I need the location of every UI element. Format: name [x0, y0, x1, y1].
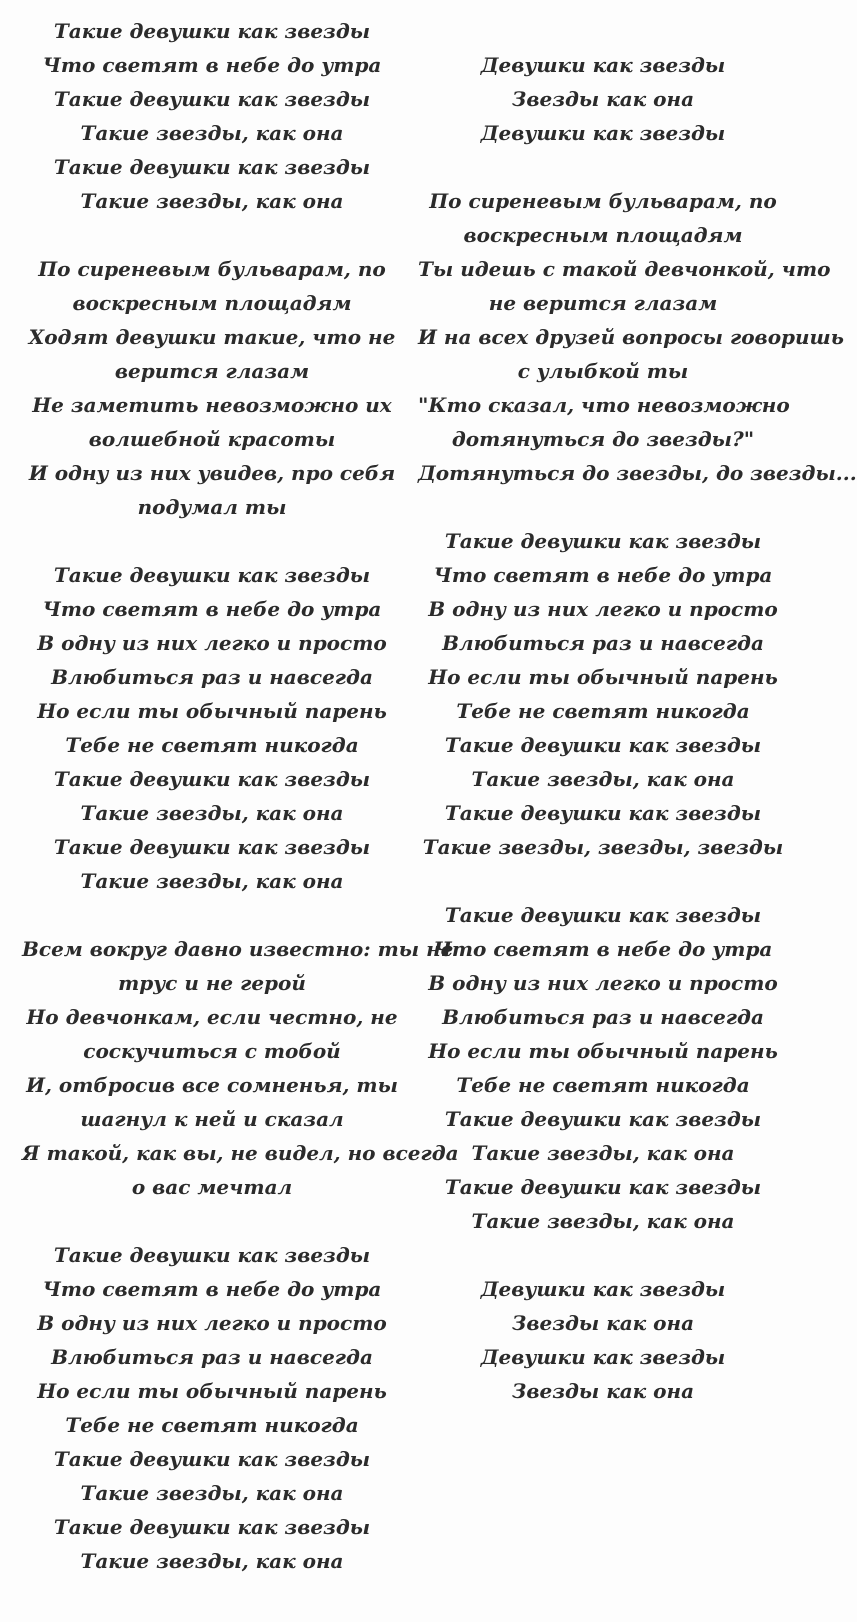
lyrics-stanza [22, 14, 402, 218]
lyrics-line: В одну из них легко и просто [428, 597, 778, 621]
lyrics-left-column [22, 14, 459, 1578]
lyrics-line: Влюбиться раз и навсегда [51, 1345, 373, 1369]
lyrics-line: Всем вокруг давно известно: ты не [22, 937, 454, 961]
lyrics-line: И одну из них увидев, про себя [28, 461, 396, 485]
lyrics-line: Такие девушки как звезды [444, 1175, 762, 1199]
lyrics-stanza [22, 558, 402, 898]
lyrics-stanza [418, 48, 788, 150]
lyrics-line: Такие звезды, звезды, звезды [422, 835, 784, 859]
lyrics-line: верится глазам [114, 359, 310, 383]
lyrics-line: Такие девушки как звезды [444, 529, 762, 553]
lyrics-line: Такие звезды, как она [471, 1141, 735, 1165]
lyrics-line: Звезды как она [511, 1379, 695, 1403]
lyrics-stanza [22, 1238, 402, 1578]
lyrics-line: Влюбиться раз и навсегда [442, 631, 764, 655]
lyrics-line: Девушки как звезды [480, 53, 726, 77]
lyrics-line: Такие девушки как звезды [444, 733, 762, 757]
lyrics-line: Такие девушки как звезды [444, 801, 762, 825]
lyrics-line: Но если ты обычный парень [37, 1379, 387, 1403]
lyrics-line: Что светят в небе до утра [433, 937, 773, 961]
lyrics-line: И на всех друзей вопросы говоришь [418, 325, 844, 349]
lyrics-line: воскресным площадям [72, 291, 352, 315]
lyrics-line: Такие девушки как звезды [53, 1447, 371, 1471]
lyrics-line: В одну из них легко и просто [428, 971, 778, 995]
lyrics-line: Такие звезды, как она [471, 767, 735, 791]
column-spacer [418, 14, 788, 48]
lyrics-stanza [418, 524, 788, 864]
lyrics-line: Такие звезды, как она [80, 1549, 344, 1573]
lyrics-line: Такие звезды, как она [80, 801, 344, 825]
lyrics-line: Я такой, как вы, не видел, но всегда [22, 1141, 459, 1165]
lyrics-line: Звезды как она [511, 87, 695, 111]
lyrics-line: Такие девушки как звезды [53, 87, 371, 111]
lyrics-line: Что светят в небе до утра [42, 597, 382, 621]
lyrics-stanza [22, 252, 402, 524]
lyrics-right-column [418, 14, 857, 1408]
lyrics-line: Такие девушки как звезды [444, 903, 762, 927]
lyrics-line: Влюбиться раз и навсегда [51, 665, 373, 689]
lyrics-line: дотянуться до звезды?" [451, 427, 755, 451]
lyrics-stanza [418, 898, 788, 1238]
lyrics-line: Звезды как она [511, 1311, 695, 1335]
lyrics-line: шагнул к ней и сказал [80, 1107, 344, 1131]
lyrics-line: Что светят в небе до утра [42, 1277, 382, 1301]
lyrics-line: воскресным площадям [463, 223, 743, 247]
lyrics-line: Что светят в небе до утра [433, 563, 773, 587]
lyrics-stanza [418, 1272, 788, 1408]
lyrics-line: Но если ты обычный парень [37, 699, 387, 723]
lyrics-line: Такие девушки как звезды [53, 835, 371, 859]
lyrics-line: Такие звезды, как она [80, 869, 344, 893]
lyrics-line: Такие девушки как звезды [53, 1515, 371, 1539]
lyrics-line: Дотянуться до звезды, до звезды... [418, 461, 857, 485]
lyrics-line: Такие звезды, как она [471, 1209, 735, 1233]
lyrics-line: И, отбросив все сомненья, ты [26, 1073, 398, 1097]
lyrics-line: Ходят девушки такие, что не [28, 325, 396, 349]
lyrics-line: Девушки как звезды [480, 1345, 726, 1369]
lyrics-line: Такие девушки как звезды [53, 19, 371, 43]
lyrics-line: Но если ты обычный парень [428, 1039, 778, 1063]
lyrics-line: трус и не герой [118, 971, 306, 995]
lyrics-line: Такие девушки как звезды [53, 563, 371, 587]
lyrics-line: Такие звезды, как она [80, 121, 344, 145]
lyrics-line: Такие девушки как звезды [53, 155, 371, 179]
lyrics-line: о вас мечтал [131, 1175, 293, 1199]
lyrics-line: Но девчонкам, если честно, не [26, 1005, 398, 1029]
lyrics-line: Не заметить невозможно их [32, 393, 392, 417]
lyrics-line: Ты идешь с такой девчонкой, что [418, 257, 831, 281]
lyrics-line: Такие звезды, как она [80, 189, 344, 213]
lyrics-line: не верится глазам [488, 291, 718, 315]
lyrics-line: Такие звезды, как она [80, 1481, 344, 1505]
lyrics-line: волшебной красоты [88, 427, 336, 451]
lyrics-line: Тебе не светят никогда [456, 1073, 750, 1097]
lyrics-line: Девушки как звезды [480, 121, 726, 145]
lyrics-line: Тебе не светят никогда [65, 733, 359, 757]
lyrics-line: с улыбкой ты [517, 359, 689, 383]
lyrics-line: В одну из них легко и просто [37, 1311, 387, 1335]
lyrics-line: Тебе не светят никогда [456, 699, 750, 723]
lyrics-line: Что светят в небе до утра [42, 53, 382, 77]
lyrics-line: Девушки как звезды [480, 1277, 726, 1301]
lyrics-line: подумал ты [137, 495, 287, 519]
lyrics-line: В одну из них легко и просто [37, 631, 387, 655]
lyrics-line: Такие девушки как звезды [53, 1243, 371, 1267]
lyrics-line: Такие девушки как звезды [53, 767, 371, 791]
lyrics-line: соскучиться с тобой [83, 1039, 341, 1063]
lyrics-line: Но если ты обычный парень [428, 665, 778, 689]
lyrics-line: Такие девушки как звезды [444, 1107, 762, 1131]
lyrics-line: "Кто сказал, что невозможно [418, 393, 790, 417]
lyrics-line: Влюбиться раз и навсегда [442, 1005, 764, 1029]
lyrics-line: По сиреневым бульварам, по [38, 257, 386, 281]
lyrics-line: Тебе не светят никогда [65, 1413, 359, 1437]
lyrics-stanza [22, 932, 459, 1204]
lyrics-line: По сиреневым бульварам, по [429, 189, 777, 213]
lyrics-stanza [418, 184, 857, 490]
